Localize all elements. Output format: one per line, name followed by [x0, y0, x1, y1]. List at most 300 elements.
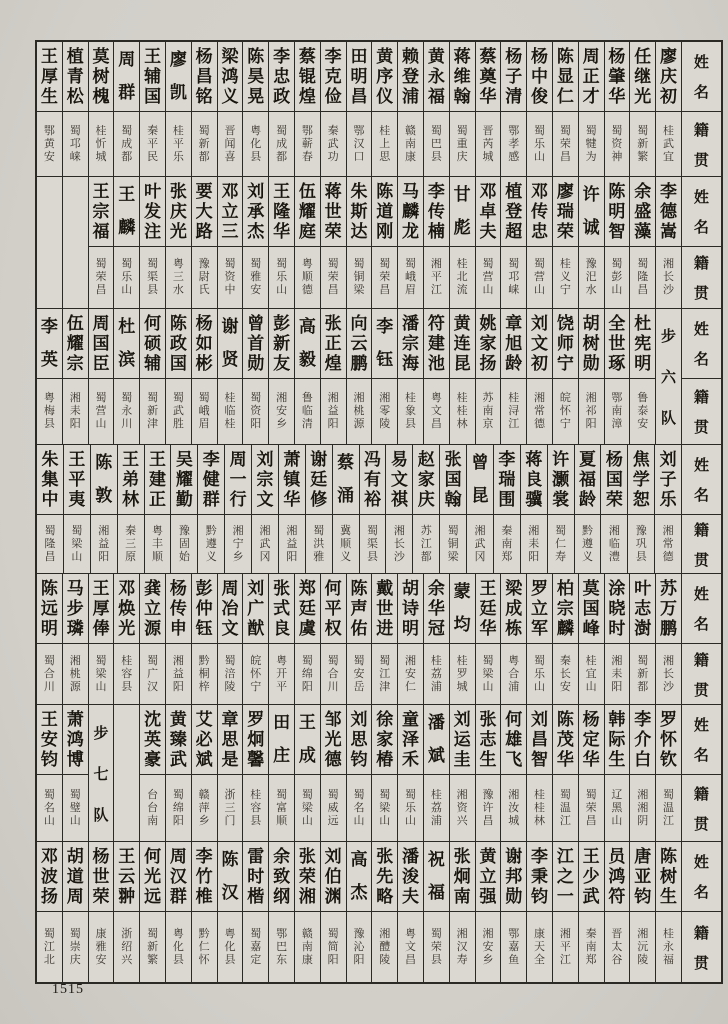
person-name: 杨 国 荣: [605, 449, 623, 509]
person-column: [604, 842, 630, 982]
person-name-cell: [450, 309, 475, 379]
person-name: 赖 登 浦: [402, 46, 420, 106]
person-origin-cell: [321, 247, 346, 308]
column-header-origin: 籍 贯: [693, 652, 709, 699]
person-column: [242, 309, 268, 444]
person-origin-cell: [605, 247, 630, 308]
person-origin: 蜀 邛 崃: [508, 258, 520, 296]
person-origin-cell: [63, 379, 88, 444]
person-name-cell: [655, 445, 681, 515]
person-origin-cell: [476, 379, 501, 444]
person-origin-cell: [145, 515, 171, 573]
person-origin-cell: [398, 112, 423, 176]
person-name: 马 步 璘: [66, 578, 84, 638]
person-column: [346, 309, 372, 444]
person-origin-cell: [527, 775, 552, 841]
person-origin-cell: [218, 912, 243, 982]
person-origin: 桂 桂 林: [456, 392, 468, 430]
person-origin-cell: [450, 912, 475, 982]
person-name-cell: [630, 42, 655, 112]
person-name-cell: [601, 445, 627, 515]
person-origin: 蜀 简 阳: [327, 927, 339, 966]
person-name: 李 克 俭: [324, 46, 342, 106]
person-origin: 鄂 南 漳: [611, 392, 623, 430]
person-origin: 蜀 隆 昌: [44, 524, 56, 563]
person-name: 杨 昌 铭: [195, 46, 213, 106]
person-name-cell: [114, 574, 139, 644]
person-column: [578, 309, 604, 444]
person-name: 周 汉 群: [169, 846, 187, 906]
person-origin-cell: [192, 247, 217, 308]
person-name: 焦 学 恕: [632, 449, 650, 509]
person-name: 叶 志 澍: [634, 578, 652, 638]
person-origin: 蜀 新 繁: [637, 124, 649, 163]
person-name: 邓 波 扬: [40, 846, 58, 906]
person-origin: 蜀 乐 山: [276, 258, 288, 296]
person-name-cell: [605, 309, 630, 379]
person-column: [217, 705, 243, 841]
person-origin: 蜀 重 庆: [456, 124, 468, 163]
person-origin: 晋 芮 城: [482, 124, 494, 163]
person-origin: 蜀 荣 昌: [559, 124, 571, 163]
person-origin: 湘 平 江: [559, 927, 571, 966]
person-column: [113, 42, 139, 176]
person-origin-cell: [605, 644, 630, 704]
person-origin: 浙 三 门: [224, 788, 236, 827]
table-band: [37, 705, 721, 842]
person-origin-cell: [527, 379, 552, 444]
person-column: [139, 574, 165, 704]
person-name-cell: [225, 445, 251, 515]
person-name-cell: [656, 705, 681, 775]
person-origin-cell: [521, 515, 547, 573]
person-name-cell: [398, 842, 423, 912]
person-name-cell: [166, 177, 191, 247]
person-origin-cell: [630, 247, 655, 308]
person-column: [165, 574, 191, 704]
person-name-cell: [527, 842, 552, 912]
empty-column: [113, 705, 139, 841]
person-name-cell: [347, 574, 372, 644]
person-name-cell: [37, 842, 62, 912]
person-name: 胡 诗 明: [402, 578, 420, 638]
person-origin-cell: [295, 775, 320, 841]
column-header-origin: 籍 贯: [693, 786, 709, 833]
person-origin-cell: [192, 644, 217, 704]
person-name-cell: [269, 705, 294, 775]
person-column: [88, 842, 114, 982]
person-origin-cell: [424, 379, 449, 444]
person-origin: 蜀 铜 梁: [353, 258, 365, 296]
person-name: 廖 庆 初: [660, 46, 678, 106]
person-name-cell: [656, 574, 681, 644]
person-origin: 蜀 璧 山: [69, 788, 81, 827]
person-origin-cell: [140, 112, 165, 176]
person-origin-cell: [553, 379, 578, 444]
person-column: [191, 705, 217, 841]
person-name-cell: [605, 574, 630, 644]
person-name: 刘 昌 智: [531, 709, 549, 769]
person-origin: 蜀 涪 陵: [224, 654, 236, 693]
person-origin: 蜀 梁 山: [482, 654, 494, 693]
person-column: [552, 842, 578, 982]
person-name-cell: [118, 445, 144, 515]
person-name: 江 之 一: [556, 846, 574, 906]
person-name-cell: [440, 445, 466, 515]
person-origin-cell: [114, 644, 139, 704]
person-name-cell: [553, 42, 578, 112]
person-name: 杨 传 申: [169, 578, 187, 638]
person-column: [439, 445, 466, 573]
person-origin-cell: [333, 515, 359, 573]
person-name-cell: [579, 842, 604, 912]
column-header-name: 姓 名: [693, 458, 709, 504]
person-origin-cell: [656, 912, 681, 982]
person-name: 刘 子 乐: [659, 449, 677, 509]
person-column: [552, 42, 578, 176]
person-origin-cell: [398, 775, 423, 841]
person-name: 朱 斯 达: [350, 181, 368, 241]
table-band: [37, 309, 721, 445]
person-name: 高 毅: [298, 317, 316, 369]
person-column: [578, 705, 604, 841]
person-name: 陈 昊 晃: [247, 46, 265, 106]
person-origin-cell: [494, 515, 520, 573]
section-cell: [656, 309, 681, 444]
person-column: [217, 842, 243, 982]
person-name-cell: [424, 574, 449, 644]
person-column: [88, 309, 114, 444]
person-origin-cell: [656, 112, 681, 176]
person-column: [371, 574, 397, 704]
person-origin: 蜀 江 北: [43, 927, 55, 966]
person-column: [305, 445, 332, 573]
person-origin-cell: [37, 775, 62, 841]
person-origin: 桂 义 宁: [559, 258, 571, 296]
person-name: 刘 广 猷: [247, 578, 265, 638]
person-name-cell: [243, 842, 268, 912]
person-column: [526, 177, 552, 308]
person-origin: 蜀 嘉 定: [250, 927, 262, 966]
person-origin-cell: [501, 644, 526, 704]
person-column: [62, 42, 88, 176]
person-name: 邓 卓 夫: [479, 181, 497, 241]
person-origin: 黔 桐 梓: [198, 654, 210, 693]
person-column: [346, 177, 372, 308]
person-origin-cell: [269, 644, 294, 704]
person-name-cell: [89, 574, 114, 644]
person-origin: 黔 遵 义: [581, 524, 593, 563]
person-origin: 秦 武 功: [327, 124, 339, 163]
person-column: [268, 705, 294, 841]
person-name-cell: [398, 705, 423, 775]
person-column: [371, 177, 397, 308]
person-column: [385, 445, 412, 573]
person-origin: 蜀 营 山: [482, 258, 494, 296]
header-origin-cell: [682, 112, 721, 176]
person-name: 黄 立 强: [479, 846, 497, 906]
person-name: 符 建 池: [427, 313, 445, 373]
page-number: 1515: [52, 982, 84, 997]
person-origin: 鄂 嘉 鱼: [508, 927, 520, 966]
person-origin-cell: [424, 112, 449, 176]
person-name: 张 志 生: [479, 709, 497, 769]
person-name: 谢 贤: [221, 317, 239, 369]
person-origin-cell: [279, 515, 305, 573]
header-name-cell: [682, 42, 721, 112]
person-column: [397, 177, 423, 308]
person-name-cell: [579, 42, 604, 112]
person-name-cell: [218, 842, 243, 912]
person-origin-cell: [89, 644, 114, 704]
person-column: [113, 574, 139, 704]
person-name-cell: [192, 705, 217, 775]
person-name-cell: [114, 177, 139, 247]
person-column: [191, 309, 217, 444]
person-name-cell: [269, 309, 294, 379]
person-name-cell: [192, 42, 217, 112]
person-name: 沈 英 豪: [144, 709, 162, 769]
person-name: 潘 宗 海: [402, 313, 420, 373]
person-name-cell: [89, 177, 114, 247]
person-origin: 秦 南 郑: [585, 927, 597, 966]
person-origin-cell: [140, 912, 165, 982]
person-name: 姚 家 扬: [479, 313, 497, 373]
person-name-cell: [386, 445, 412, 515]
person-name: 王 少 武: [582, 846, 600, 906]
column-header-origin: 籍 贯: [693, 390, 709, 436]
person-name-cell: [413, 445, 439, 515]
person-name-cell: [63, 42, 88, 112]
person-origin-cell: [218, 775, 243, 841]
person-origin-cell: [295, 247, 320, 308]
person-origin-cell: [548, 515, 574, 573]
person-name-cell: [114, 309, 139, 379]
person-origin-cell: [605, 775, 630, 841]
person-origin-cell: [269, 775, 294, 841]
person-origin-cell: [579, 775, 604, 841]
column-header-origin: 籍 贯: [693, 522, 709, 569]
person-origin-cell: [198, 515, 224, 573]
person-name-cell: [398, 574, 423, 644]
person-origin-cell: [476, 775, 501, 841]
person-column: [552, 574, 578, 704]
person-column: [655, 574, 681, 704]
person-name: 王 隆 华: [273, 181, 291, 241]
person-origin-cell: [218, 247, 243, 308]
person-origin: 蜀 广 汉: [147, 654, 159, 693]
person-column: [217, 42, 243, 176]
person-origin-cell: [372, 912, 397, 982]
person-origin: 蜀 邛 崃: [69, 124, 81, 163]
person-origin-cell: [252, 515, 278, 573]
person-name: 廖 凯: [169, 50, 187, 102]
person-column: [466, 445, 493, 573]
person-name: 要 大 路: [195, 181, 213, 241]
empty-column: [37, 177, 62, 308]
person-origin: 湘 汉 寿: [456, 927, 468, 966]
person-name: 杨 如 彬: [195, 313, 213, 373]
person-origin-cell: [398, 247, 423, 308]
person-name: 雷 时 楷: [247, 846, 265, 906]
person-origin: 蜀 梁 山: [379, 788, 391, 827]
column-header-name: 姓 名: [693, 190, 709, 236]
person-name-cell: [630, 309, 655, 379]
person-name-cell: [269, 574, 294, 644]
person-column: [449, 309, 475, 444]
person-origin: 湘 长 沙: [393, 524, 405, 563]
person-origin-cell: [630, 644, 655, 704]
person-origin-cell: [575, 515, 601, 573]
person-name-cell: [166, 842, 191, 912]
person-column: [88, 42, 114, 176]
person-name-cell: [321, 842, 346, 912]
person-name-cell: [269, 42, 294, 112]
person-name-cell: [192, 842, 217, 912]
person-origin: 桂 武 宜: [663, 124, 675, 163]
person-origin: 粤 顺 德: [301, 258, 313, 296]
person-origin: 蜀 渠 县: [147, 258, 159, 296]
person-column: [268, 574, 294, 704]
person-name: 罗 怀 钦: [660, 709, 678, 769]
person-name: 柏 宗 麟: [556, 578, 574, 638]
person-origin-cell: [64, 515, 90, 573]
person-name: 王 平 夷: [68, 449, 86, 509]
person-column: [165, 705, 191, 841]
person-origin: 蜀 温 江: [663, 788, 675, 827]
person-origin: 康 雅 安: [95, 927, 107, 966]
table-band: [37, 574, 721, 705]
person-name-cell: [37, 705, 62, 775]
person-origin: 蜀 富 顺: [276, 788, 288, 827]
person-name-cell: [476, 842, 501, 912]
person-name: 邓 传 忠: [531, 181, 549, 241]
person-origin-cell: [37, 515, 63, 573]
person-column: [62, 842, 88, 982]
person-column: [449, 177, 475, 308]
person-origin: 豫 许 昌: [482, 788, 494, 827]
person-origin-cell: [553, 644, 578, 704]
header-name-cell: [682, 309, 721, 379]
person-origin: 蜀 乐 山: [405, 788, 417, 827]
person-origin-cell: [553, 247, 578, 308]
person-origin: 秦 平 民: [147, 124, 159, 163]
person-origin: 蜀 名 山: [43, 788, 55, 827]
person-column: [62, 574, 88, 704]
person-origin-cell: [527, 247, 552, 308]
person-origin-cell: [166, 775, 191, 841]
person-name: 杨 定 华: [582, 709, 600, 769]
person-origin-cell: [63, 912, 88, 982]
person-origin-cell: [476, 644, 501, 704]
person-column: [165, 842, 191, 982]
person-name: 谢 邦 勋: [505, 846, 523, 906]
person-name: 张 式 良: [273, 578, 291, 638]
person-column: [320, 309, 346, 444]
person-name: 梁 鸿 义: [221, 46, 239, 106]
person-origin: 蜀 合 川: [43, 654, 55, 693]
person-column: [346, 42, 372, 176]
header-origin-cell: [682, 515, 721, 573]
person-origin: 蜀 成 都: [276, 124, 288, 163]
person-origin-cell: [89, 379, 114, 444]
person-name-cell: [605, 705, 630, 775]
person-name: 刘 运 圭: [453, 709, 471, 769]
person-origin: 粤 合 浦: [508, 654, 520, 693]
person-name: 曾 首 勋: [247, 313, 265, 373]
person-origin-cell: [628, 515, 654, 573]
person-name-cell: [527, 177, 552, 247]
person-origin-cell: [63, 775, 88, 841]
person-name: 郑 廷 虞: [298, 578, 316, 638]
person-column: [578, 574, 604, 704]
person-column: [139, 842, 165, 982]
person-origin-cell: [630, 112, 655, 176]
person-column: [604, 309, 630, 444]
person-name: 陈 显 仁: [556, 46, 574, 106]
person-origin-cell: [192, 775, 217, 841]
person-name: 何 光 远: [144, 846, 162, 906]
person-name-cell: [140, 705, 165, 775]
person-origin: 蜀 仁 寿: [555, 524, 567, 563]
person-origin-cell: [553, 912, 578, 982]
person-origin-cell: [347, 912, 372, 982]
person-origin: 蜀 江 津: [379, 654, 391, 693]
person-name: 王 宗 福: [92, 181, 110, 241]
person-origin-cell: [171, 515, 197, 573]
person-origin-cell: [413, 515, 439, 573]
person-name-cell: [347, 177, 372, 247]
person-name: 祝 福: [427, 850, 445, 902]
person-name-cell: [192, 177, 217, 247]
person-column: [268, 177, 294, 308]
person-origin-cell: [295, 912, 320, 982]
person-name: 员 鸿 符: [608, 846, 626, 906]
person-name: 李 钰: [376, 317, 394, 369]
person-name: 邹 光 德: [324, 709, 342, 769]
person-name-cell: [398, 177, 423, 247]
person-column: [604, 177, 630, 308]
person-name-cell: [656, 842, 681, 912]
person-origin-cell: [269, 247, 294, 308]
person-origin: 湘 临 澧: [608, 524, 620, 563]
person-name-cell: [450, 574, 475, 644]
column-header-name: 姓 名: [693, 718, 709, 764]
person-origin: 桂 上 思: [379, 124, 391, 163]
person-name: 王 厚 生: [40, 46, 58, 106]
table-band: [37, 842, 721, 982]
person-name: 邓 立 三: [221, 181, 239, 241]
person-name: 王 厚 俸: [92, 578, 110, 638]
person-origin-cell: [347, 247, 372, 308]
person-column: [346, 574, 372, 704]
person-name: 章 旭 龄: [505, 313, 523, 373]
person-origin-cell: [450, 112, 475, 176]
column-header-name: 姓 名: [693, 855, 709, 901]
person-origin-cell: [321, 775, 346, 841]
person-name-cell: [295, 42, 320, 112]
person-origin-cell: [243, 112, 268, 176]
person-origin-cell: [501, 112, 526, 176]
person-column: [346, 842, 372, 982]
person-name: 蔡 奠 华: [479, 46, 497, 106]
person-origin-cell: [321, 112, 346, 176]
person-name-cell: [295, 705, 320, 775]
person-name: 何 雄 飞: [505, 709, 523, 769]
person-column: [197, 445, 224, 573]
person-column: [251, 445, 278, 573]
person-name: 甘 彪: [453, 185, 471, 237]
